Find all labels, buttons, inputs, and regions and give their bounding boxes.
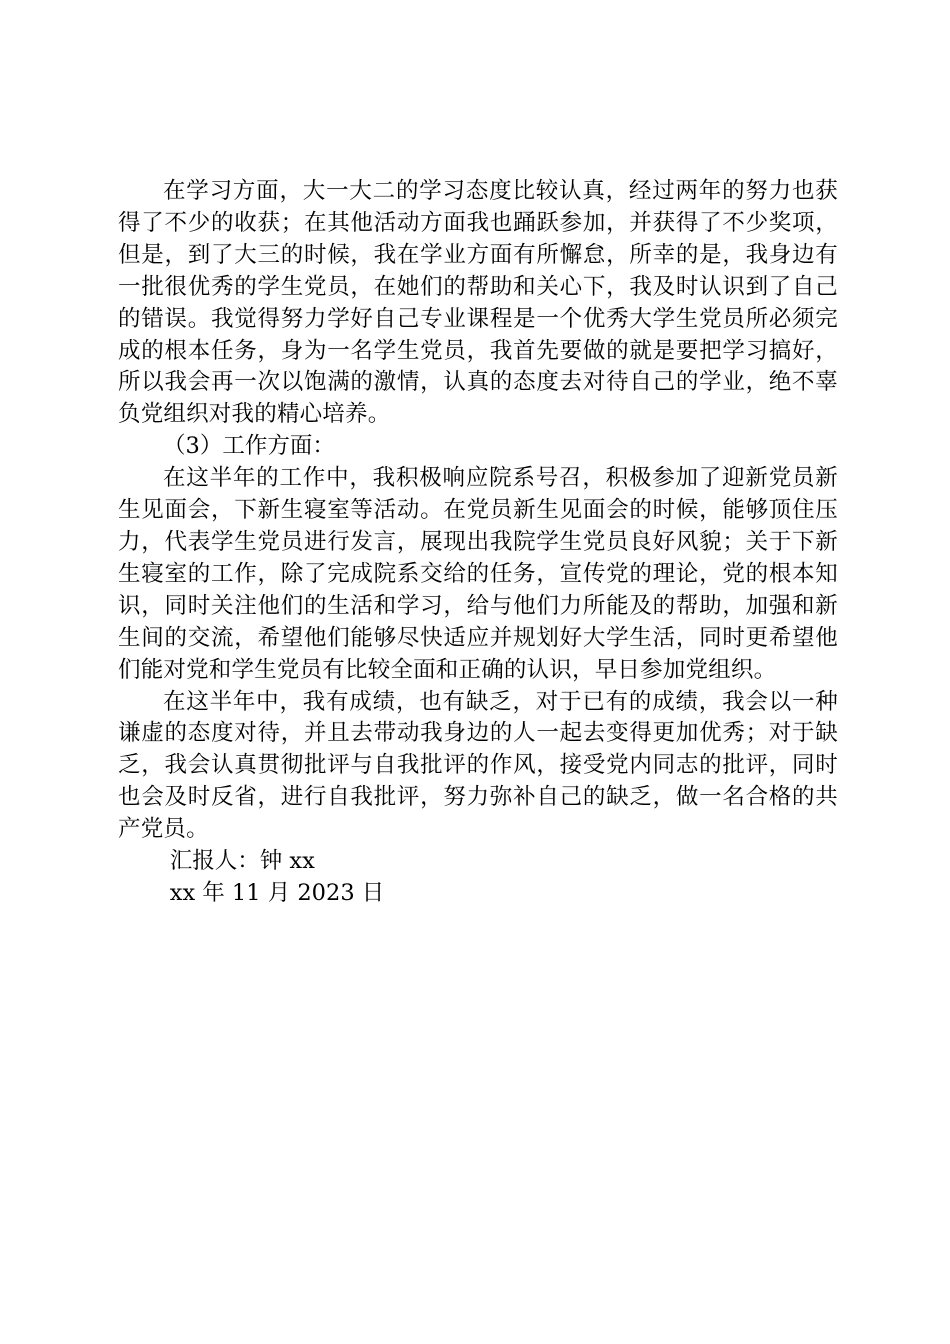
signature-reporter: 汇报人：钟 xx (169, 848, 315, 875)
signature-date: xx 年 11 月 2023 日 (169, 879, 385, 906)
section-heading-work: （3）工作方面： (163, 433, 335, 460)
paragraph-study: 在学习方面，大一大二的学习态度比较认真，经过两年的努力也获得了不少的收获；在其他活动方面我也踊跃参加，并获得了不少奖项，但是，到了大三的时候，我在学业方面有所懈怠，所幸的是，我身边有一批很优秀的学生党员，在她们的帮助和关心下，我及时认识到了自己的错误。我觉得努力学好自己专业课程是一个优秀大学生党员所必须完成的根本任务，身为一名学生党员，我首先要做的就是要把学习搞好，所以我会再一次以饱满的激情，认真的态度去对待自己的学业，绝不辜负党组织对我的精心培养。 (118, 178, 838, 428)
paragraph-summary: 在这半年中，我有成绩，也有缺乏，对于已有的成绩，我会以一种谦虚的态度对待，并且去带动我身边的人一起去变得更加优秀；对于缺乏，我会认真贯彻批评与自我批评的作风，接受党内同志的批评，同时也会及时反省，进行自我批评，努力弥补自己的缺乏，做一名合格的共产党员。 (118, 688, 838, 843)
document-body (118, 176, 838, 910)
paragraph-work: 在这半年的工作中，我积极响应院系号召，积极参加了迎新党员新生见面会，下新生寝室等活动。在党员新生见面会的时候，能够顶住压力，代表学生党员进行发言，展现出我院学生党员良好风貌；关于下新生寝室的工作，除了完成院系交给的任务，宣传党的理论，党的根本知识，同时关注他们的生活和学习，给与他们力所能及的帮助，加强和新生间的交流，希望他们能够尽快适应并规划好大学生活，同时更希望他们能对党和学生党员有比较全面和正确的认识，早日参加党组织。 (118, 465, 838, 683)
